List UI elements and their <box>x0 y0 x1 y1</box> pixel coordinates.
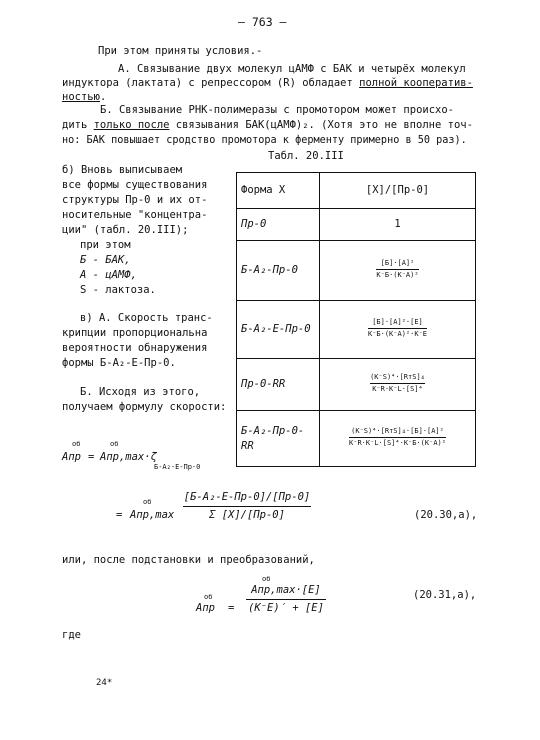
eq1-subscript: Б-А₂-Е-Пр-0 <box>154 463 201 471</box>
table-row <box>237 359 476 411</box>
table-row <box>237 301 476 359</box>
condition-a-line2 <box>62 76 473 91</box>
eq2-numerator: [Б-А₂-Е-Пр-0]/[Пр-0] <box>183 491 311 503</box>
eq3-label: (20.31,а), <box>413 589 477 601</box>
left-col-line: вероятности обнаружения <box>62 342 208 354</box>
fraction-numerator: (K⁻S)⁴·[RтS]₄·[Б]·[А]² <box>351 427 444 435</box>
eq3-fraction-bar <box>246 599 326 600</box>
eq3-denominator: (K⁻Е)′ + [Е] <box>248 602 324 614</box>
eq3-num-sup: об <box>262 575 271 583</box>
left-col-line: при этом <box>80 239 131 251</box>
table-cell-value <box>320 411 476 467</box>
condition-b-line2-post: связывания БАК(цАМФ)₂. (Хотя это не вполне точ- <box>169 119 473 131</box>
left-col-line: Б - БАК, <box>80 254 131 266</box>
condition-b-line1: Б. Связывание РНК-полимеразы с промотором может происхо- <box>100 104 455 116</box>
after-eq2-text: или, после подстановки и преобразований, <box>62 554 315 566</box>
eq2-lhs-sup: об <box>143 498 152 506</box>
table-row <box>237 241 476 301</box>
table-cell-value <box>320 359 476 411</box>
table-cell-form: Б-А₂-Е-Пр-0 <box>237 301 320 359</box>
condition-a-underline2: ностью <box>62 91 100 103</box>
eq1-lhs: Aпр <box>62 451 81 463</box>
footer-mark: 24* <box>96 678 113 688</box>
fraction-numerator: (K⁻S)⁴·[RтS]₄ <box>370 373 425 381</box>
table-cell-form: Пр-0 <box>237 209 320 241</box>
table-cell-value <box>320 241 476 301</box>
page-number: – 763 – <box>238 15 287 29</box>
eq3-fraction <box>246 583 326 616</box>
eq3-lhs-sup: об <box>204 593 213 601</box>
condition-b-line2 <box>62 118 473 133</box>
eq3-equals: = <box>228 602 235 614</box>
table-fraction <box>370 373 425 394</box>
eq2-label: (20.30,а), <box>414 509 478 521</box>
eq1-lhs-sup: об <box>72 440 81 448</box>
table-fraction <box>376 259 418 280</box>
fraction-denominator: K⁻Б·(K⁻А)²·K⁻Е <box>367 330 427 338</box>
condition-b-line3: но: БАК повышает сродство промотора к ферменту примерно в 50 раз). <box>62 135 467 146</box>
fraction-numerator: [Б]·[А]²·[Е] <box>372 318 423 326</box>
eq2-denominator: Σ [X]/[Пр-0] <box>209 509 285 521</box>
left-col-line: S - лактоза. <box>80 284 156 296</box>
condition-a-underline: полной кооператив- <box>359 77 473 89</box>
table-cell-form: Б-А₂-Пр-0-RR <box>237 411 320 467</box>
condition-a-line1: А. Связывание двух молекул цАМФ с БАК и четырёх молекул <box>118 63 466 75</box>
fraction-bar <box>370 383 425 384</box>
table-fraction <box>349 427 446 448</box>
fraction-bar <box>376 269 418 270</box>
table-cell-form: Пр-0-RR <box>237 359 320 411</box>
left-col-line: структуры Пр-0 и их от- <box>62 194 208 206</box>
fraction-denominator: K⁻Б·(K⁻А)² <box>376 271 419 279</box>
table-cell-form: Б-А₂-Пр-0 <box>237 241 320 301</box>
table-header-ratio: [X]/[Пр-0] <box>320 173 476 209</box>
table-header-row <box>237 173 476 209</box>
left-col-line: А - цАМФ, <box>80 269 137 281</box>
fraction-bar <box>368 328 427 329</box>
left-col-line: носительные "концентра- <box>62 209 208 221</box>
condition-b-underline: только после <box>93 119 170 131</box>
left-col-line: крипции пропорциональна <box>62 327 208 339</box>
left-col-line: получаем формулу скорости: <box>62 401 227 413</box>
condition-a-line3-end: . <box>99 91 107 103</box>
fraction-denominator: K⁻R·K⁻L·[S]⁴·K⁻Б·(K⁻А)² <box>349 439 446 447</box>
left-col-line: формы Б-А₂-Е-Пр-0. <box>62 357 176 369</box>
eq1-rhs-sup: об <box>110 440 119 448</box>
eq1-rhs: Aпр,max·ζ <box>100 451 157 463</box>
eq3-lhs: Aпр <box>196 602 215 614</box>
table-cell-value <box>320 301 476 359</box>
left-col-line: все формы существования <box>62 179 208 191</box>
condition-b-line2-pre: дить <box>62 119 94 131</box>
eq2-fraction-bar <box>183 506 311 507</box>
eq1-equals: = <box>88 451 95 463</box>
eq2-fraction <box>183 490 311 523</box>
left-col-line: в) А. Скорость транс- <box>80 312 213 324</box>
fraction-denominator: K⁻R·K⁻L·[S]⁴ <box>372 385 423 393</box>
table-row <box>237 411 476 467</box>
left-col-line: ции" (табл. 20.III); <box>62 224 189 236</box>
table-row <box>237 209 476 241</box>
eq3-numerator: Aпр,max·[Е] <box>251 584 321 596</box>
condition-a-line2-text: индуктора (лактата) с репрессором (R) обладает <box>62 77 360 89</box>
eq2-lhs: Aпр,max <box>130 509 175 521</box>
intro-text: При этом приняты условия.- <box>98 45 263 57</box>
table-header-form: Форма X <box>237 173 320 209</box>
left-col-line: Б. Исходя из этого, <box>80 386 201 398</box>
left-col-line: б) Вновь выписываем <box>62 164 183 176</box>
table-caption: Табл. 20.III <box>268 150 344 162</box>
eq2-equals: = <box>116 509 123 521</box>
forms-table <box>236 172 476 467</box>
fraction-bar <box>349 437 446 438</box>
fraction-numerator: [Б]·[А]² <box>380 259 415 267</box>
table-fraction <box>368 318 427 339</box>
where-text: где <box>62 629 81 641</box>
table-cell-value: 1 <box>320 209 476 241</box>
